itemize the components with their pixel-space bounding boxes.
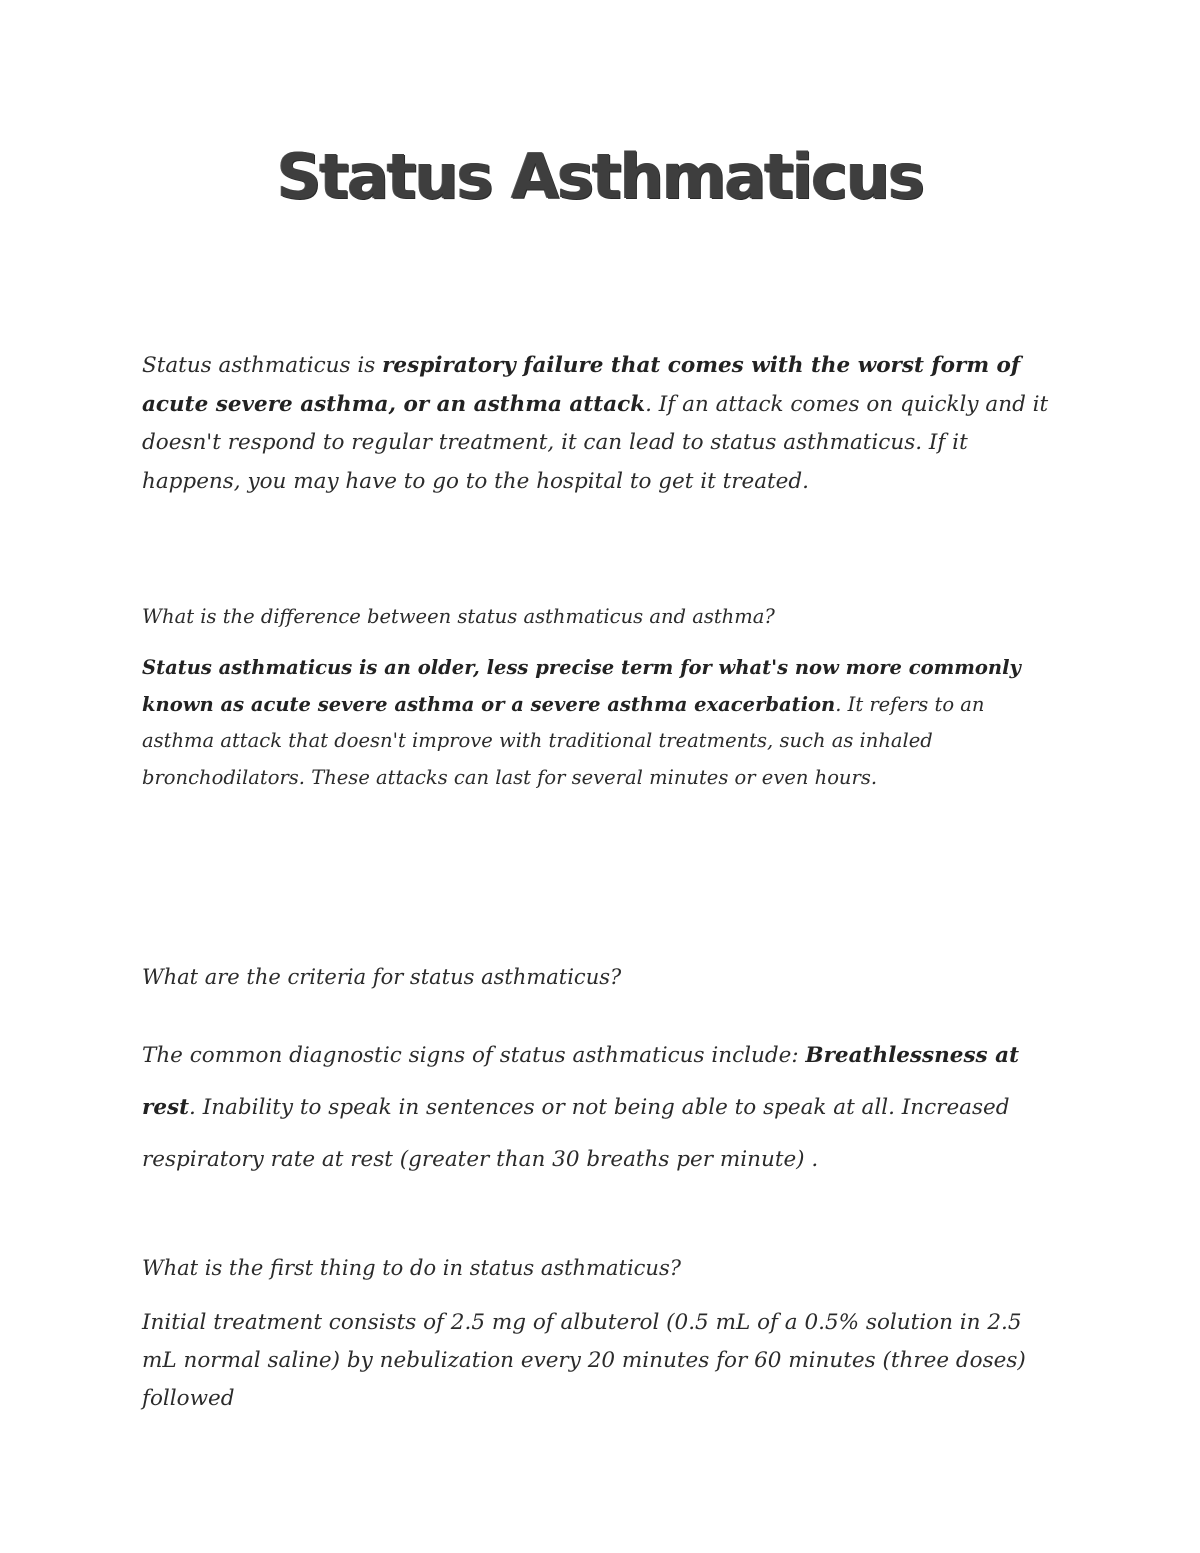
intro-bold-definition: respiratory failure that comes with the worst form of acute severe asthma, or an asthma attack xyxy=(142,353,1021,417)
answer-difference-bold: Status asthmaticus is an older, less precise term for what's now more commonly known as acute severe asthma or a severe asthma exacerbation xyxy=(142,656,1021,716)
page-title: Status Asthmaticus xyxy=(276,140,924,213)
intro-paragraph xyxy=(142,347,1062,501)
intro-lead: Status asthmaticus is xyxy=(142,353,383,378)
answer-difference xyxy=(142,650,1062,796)
answer-first-thing: Initial treatment consists of 2.5 mg of albuterol (0.5 mL of a 0.5% solution in 2.5 mL normal saline) by nebulization every 20 minutes for 60 minutes (three doses) followed xyxy=(142,1310,1026,1411)
answer-difference-rest: . It refers to an asthma attack that doesn't improve with traditional treatments, such as inhaled bronchodilators. These attacks can last for several minutes or even hours. xyxy=(142,692,985,789)
answer-criteria-bold: Breathlessness at rest xyxy=(142,1043,1019,1120)
intro-rest: . If an attack comes on quickly and it doesn't respond to regular treatment, it can lead to status asthmaticus. If it happens, you may have to go to the hospital to get it treated. xyxy=(142,391,1049,494)
answer-criteria xyxy=(142,1030,1062,1186)
answer-criteria-rest: . Inability to speak in sentences or not being able to speak at all. Increased respiratory rate at rest (greater than 30 breaths per minute) . xyxy=(142,1095,1010,1172)
question-difference: What is the difference between status asthmaticus and asthma? xyxy=(142,605,775,628)
answer-criteria-lead: The common diagnostic signs of status asthmaticus include: xyxy=(142,1043,806,1068)
question-first-thing: What is the first thing to do in status asthmaticus? xyxy=(142,1256,681,1280)
question-criteria: What are the criteria for status asthmaticus? xyxy=(142,965,622,989)
